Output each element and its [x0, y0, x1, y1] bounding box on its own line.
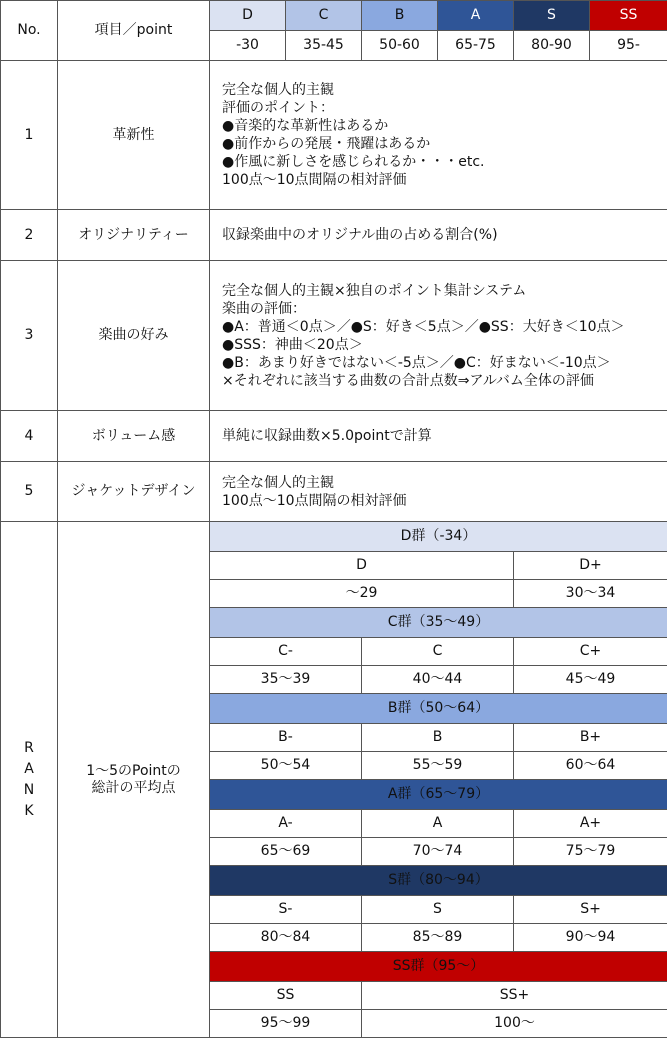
grade-cell: A+	[514, 810, 667, 838]
grade-cell: SS	[210, 982, 362, 1010]
criterion-description	[210, 462, 667, 522]
grade-b-header: B	[362, 1, 438, 31]
grade-ss-header: SS	[590, 1, 667, 31]
group-a-title: A群（65～79）	[210, 780, 667, 810]
description-line: ●音楽的な革新性はあるか	[222, 117, 659, 135]
range-cell: 40～44	[362, 666, 514, 694]
description-line: 収録楽曲中のオリジナル曲の占める割合(%)	[222, 226, 659, 244]
range-cell: 60～64	[514, 752, 667, 780]
criterion-number: 3	[1, 261, 58, 411]
criterion-number: 1	[1, 61, 58, 210]
grade-cell: B	[362, 724, 514, 752]
description-line: ●A：普通＜0点＞／●S：好き＜5点＞／●SS：大好き＜10点＞	[222, 318, 659, 336]
group-b-title: B群（50～64）	[210, 694, 667, 724]
description-line: 楽曲の評価：	[222, 300, 659, 318]
grade-d-range: -30	[210, 31, 286, 61]
group-c-title: C群（35～49）	[210, 608, 667, 638]
grade-s-range: 80-90	[514, 31, 590, 61]
rank-letter: K	[24, 803, 33, 820]
description-line: ●B：あまり好きではない＜-5点＞／●C：好まない＜-10点＞	[222, 354, 659, 372]
criterion-number: 2	[1, 210, 58, 261]
range-cell: 30～34	[514, 580, 667, 608]
description-line: 単純に収録曲数×5.0pointで計算	[222, 427, 659, 445]
grade-cell: B-	[210, 724, 362, 752]
criterion-description	[210, 61, 667, 210]
rank-label	[1, 522, 58, 1038]
rank-letter: R	[24, 740, 34, 757]
rank-group-d-title-row	[1, 522, 667, 552]
range-cell: 75～79	[514, 838, 667, 866]
range-cell: 90～94	[514, 924, 667, 952]
range-cell: 50～54	[210, 752, 362, 780]
grade-cell: C+	[514, 638, 667, 666]
range-cell: 35～39	[210, 666, 362, 694]
description-line: ●作風に新しさを感じられるか・・・etc.	[222, 153, 659, 171]
range-cell: 95～99	[210, 1010, 362, 1038]
description-line: 完全な個人的主観	[222, 81, 659, 99]
range-cell: 80～84	[210, 924, 362, 952]
grade-cell: SS+	[362, 982, 667, 1010]
grade-cell: C-	[210, 638, 362, 666]
group-s-title: S群（80～94）	[210, 866, 667, 896]
criterion-number: 5	[1, 462, 58, 522]
grade-d-header: D	[210, 1, 286, 31]
description-line: ×それぞれに該当する曲数の合計点数⇒アルバム全体の評価	[222, 372, 659, 390]
grade-b-range: 50-60	[362, 31, 438, 61]
grade-cell: D	[210, 552, 514, 580]
criterion-number: 4	[1, 411, 58, 462]
rank-description	[58, 522, 210, 1038]
grade-a-range: 65-75	[438, 31, 514, 61]
range-cell: ～29	[210, 580, 514, 608]
criterion-name: 革新性	[58, 61, 210, 210]
header-no: No.	[1, 1, 58, 61]
range-cell: 85～89	[362, 924, 514, 952]
criterion-row	[1, 261, 667, 411]
criterion-row	[1, 462, 667, 522]
criterion-row	[1, 61, 667, 210]
grade-c-range: 35-45	[286, 31, 362, 61]
description-line: ●SSS：神曲＜20点＞	[222, 336, 659, 354]
description-line: 完全な個人的主観×独自のポイント集計システム	[222, 282, 659, 300]
grade-cell: A	[362, 810, 514, 838]
criterion-description	[210, 411, 667, 462]
criterion-description	[210, 261, 667, 411]
grade-cell: D+	[514, 552, 667, 580]
range-cell: 55～59	[362, 752, 514, 780]
description-line: ●前作からの発展・飛躍はあるか	[222, 135, 659, 153]
criterion-row	[1, 411, 667, 462]
grade-cell: A-	[210, 810, 362, 838]
grade-cell: S-	[210, 896, 362, 924]
grade-cell: C	[362, 638, 514, 666]
grade-cell: S+	[514, 896, 667, 924]
grade-ss-range: 95-	[590, 31, 667, 61]
range-cell: 100～	[362, 1010, 667, 1038]
criterion-name: 楽曲の好み	[58, 261, 210, 411]
rank-description-line: 総計の平均点	[58, 780, 209, 797]
range-cell: 65～69	[210, 838, 362, 866]
criterion-name: オリジナリティー	[58, 210, 210, 261]
range-cell: 70～74	[362, 838, 514, 866]
group-d-title: D群（-34）	[210, 522, 667, 552]
rank-description-line: 1～5のPointの	[58, 763, 209, 780]
header-row-grades	[1, 1, 667, 31]
criterion-row	[1, 210, 667, 261]
rank-letter: A	[24, 761, 34, 778]
criterion-description	[210, 210, 667, 261]
description-line: 評価のポイント：	[222, 99, 659, 117]
grade-cell: S	[362, 896, 514, 924]
group-ss-title: SS群（95～）	[210, 952, 667, 982]
description-line: 100点～10点間隔の相対評価	[222, 171, 659, 189]
range-cell: 45～49	[514, 666, 667, 694]
grade-c-header: C	[286, 1, 362, 31]
grade-s-header: S	[514, 1, 590, 31]
rank-letters	[1, 740, 57, 820]
rank-letter: N	[24, 782, 34, 799]
criterion-name: ジャケットデザイン	[58, 462, 210, 522]
description-line: 完全な個人的主観	[222, 474, 659, 492]
criterion-name: ボリューム感	[58, 411, 210, 462]
grade-cell: B+	[514, 724, 667, 752]
grade-a-header: A	[438, 1, 514, 31]
description-line: 100点～10点間隔の相対評価	[222, 492, 659, 510]
header-item: 項目／point	[58, 1, 210, 61]
